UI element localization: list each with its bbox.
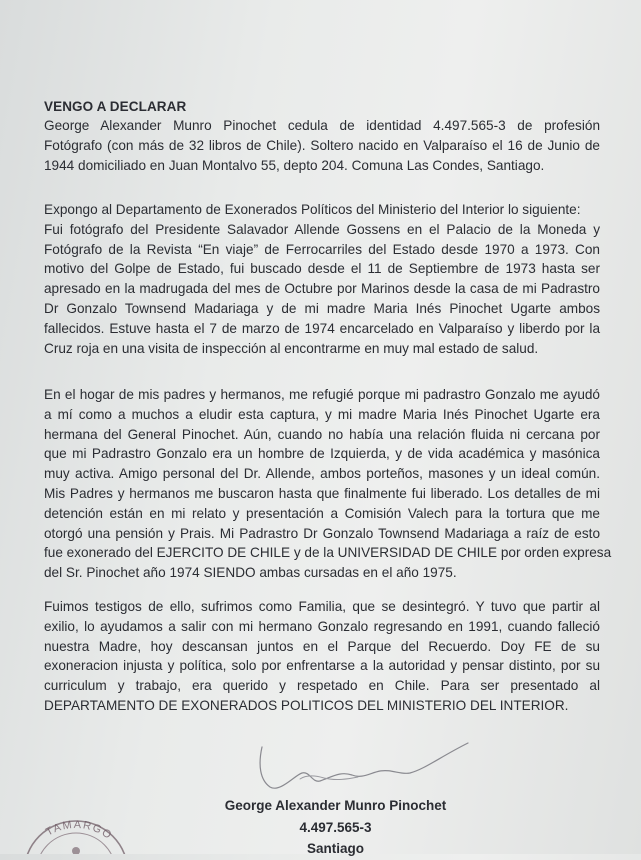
text-line: exilio, lo ayudamos a salir con mi hermano Gonzalo regresando en 1991, cuando falleció: [44, 618, 600, 634]
text-line: Fuimos testigos de ello, sufrimos como Familia, que se desintegró. Y tuvo que partir al: [44, 599, 600, 614]
paragraph-family: [44, 385, 612, 583]
ink-stamp: [20, 815, 130, 854]
text-line: DEPARTAMENTO DE EXONERADOS POLITICOS DEL MINISTERIO DEL INTERIOR.: [44, 697, 569, 713]
text-line: hermana del General Pinochet. Aún, cuando no había una relación fluida ni cercana por: [44, 426, 600, 442]
text-line: 1944 domiciliado en Juan Montalvo 55, depto 204. Comuna Las Condes, Santiago.: [44, 157, 545, 173]
text-line: a mí como a muchos a eludir esta captura, y mi madre Maria Inés Pinochet Ugarte era: [44, 406, 600, 422]
text-line: exoneracion injusta y política, solo por enfrentarse a la autoridad y pensar distinto, por su: [44, 658, 600, 674]
text-line: Dr Gonzalo Townsend Madariaga y de mi madre Maria Inés Pinochet Ugarte ambos: [44, 300, 600, 316]
text-line: apresado en la madrugada del mes de Octubre por Marinos desde la casa de mi Padrastro: [44, 281, 600, 297]
text-line: En el hogar de mis padres y hermanos, me refugié porque mi padrastro Gonzalo me ayudó: [44, 387, 600, 402]
paragraph-testimony: [44, 597, 600, 716]
text-line: muy activa. Amigo personal del Dr. Allende, ambos porteños, masones y un ideal común.: [44, 466, 600, 482]
text-line: Fui fotógrafo del Presidente Salavador Allende Gossens en el Palacio de la Moneda y: [44, 221, 600, 237]
text-line: fallecidos. Estuve hasta el 7 de marzo de 1974 encarcelado en Valparaíso y liberdo por la: [44, 320, 600, 336]
paragraph-identity: [44, 116, 600, 175]
stamp-text: TAMARGO: [43, 818, 115, 843]
text-line: Expongo al Departamento de Exonerados Políticos del Ministerio del Interior lo siguiente:: [44, 202, 581, 217]
text-line: detención están en mi relato y presentación a Comisión Valech para la tortura que me: [44, 505, 600, 521]
text-line: Mis Padres y hermanos me buscaron hasta que finalmente fui liberado. Los detalles de mi: [44, 485, 600, 501]
signer-city: Santiago: [306, 841, 364, 856]
text-line: motivo del Golpe de Estado, fui buscado desde el 11 de Septiembre de 1973 hasta ser: [44, 261, 600, 277]
text-line: George Alexander Munro Pinochet cedula de identidad 4.497.565-3 de profesión: [44, 118, 600, 133]
text-line: Fotógrafo (con más de 32 libros de Chile). Soltero nacido en Valparaíso el 16 de Junio de: [44, 137, 600, 153]
document-heading: VENGO A DECLARAR: [44, 99, 187, 114]
text-line: curriculum y trabajo, era querido y respetado en Chile. Para ser presentado al: [44, 678, 600, 694]
text-line: Fotógrafo de la Revista “En viaje” de Ferrocarriles del Estado desde 1970 a 1973. Con: [44, 241, 600, 257]
signer-name: George Alexander Munro Pinochet: [224, 798, 447, 813]
text-line: fue exonerado del EJERCITO DE CHILE y de la UNIVERSIDAD DE CHILE por orden expresa: [44, 545, 612, 561]
text-line: nuestra Madre, hoy descansan juntos en el Parque del Recuerdo. Doy FE de su: [44, 638, 600, 654]
text-line: del Sr. Pinochet año 1974 SIENDO ambas cursadas en el año 1975.: [44, 565, 457, 581]
paragraph-statement: [44, 200, 600, 358]
signer-id: 4.497.565-3: [299, 819, 372, 835]
text-line: otorgó una pensión y Prais. Mi Padrastro Dr Gonzalo Townsend Madariaga a raíz de esto: [44, 525, 600, 541]
text-line: que mi Padrastro Gonzalo era un hombre de Izquierda, y de vida académica y masónica: [44, 446, 600, 462]
text-line: Cruz roja en una visita de inspección al encontrarme en muy mal estado de salud.: [44, 340, 539, 356]
